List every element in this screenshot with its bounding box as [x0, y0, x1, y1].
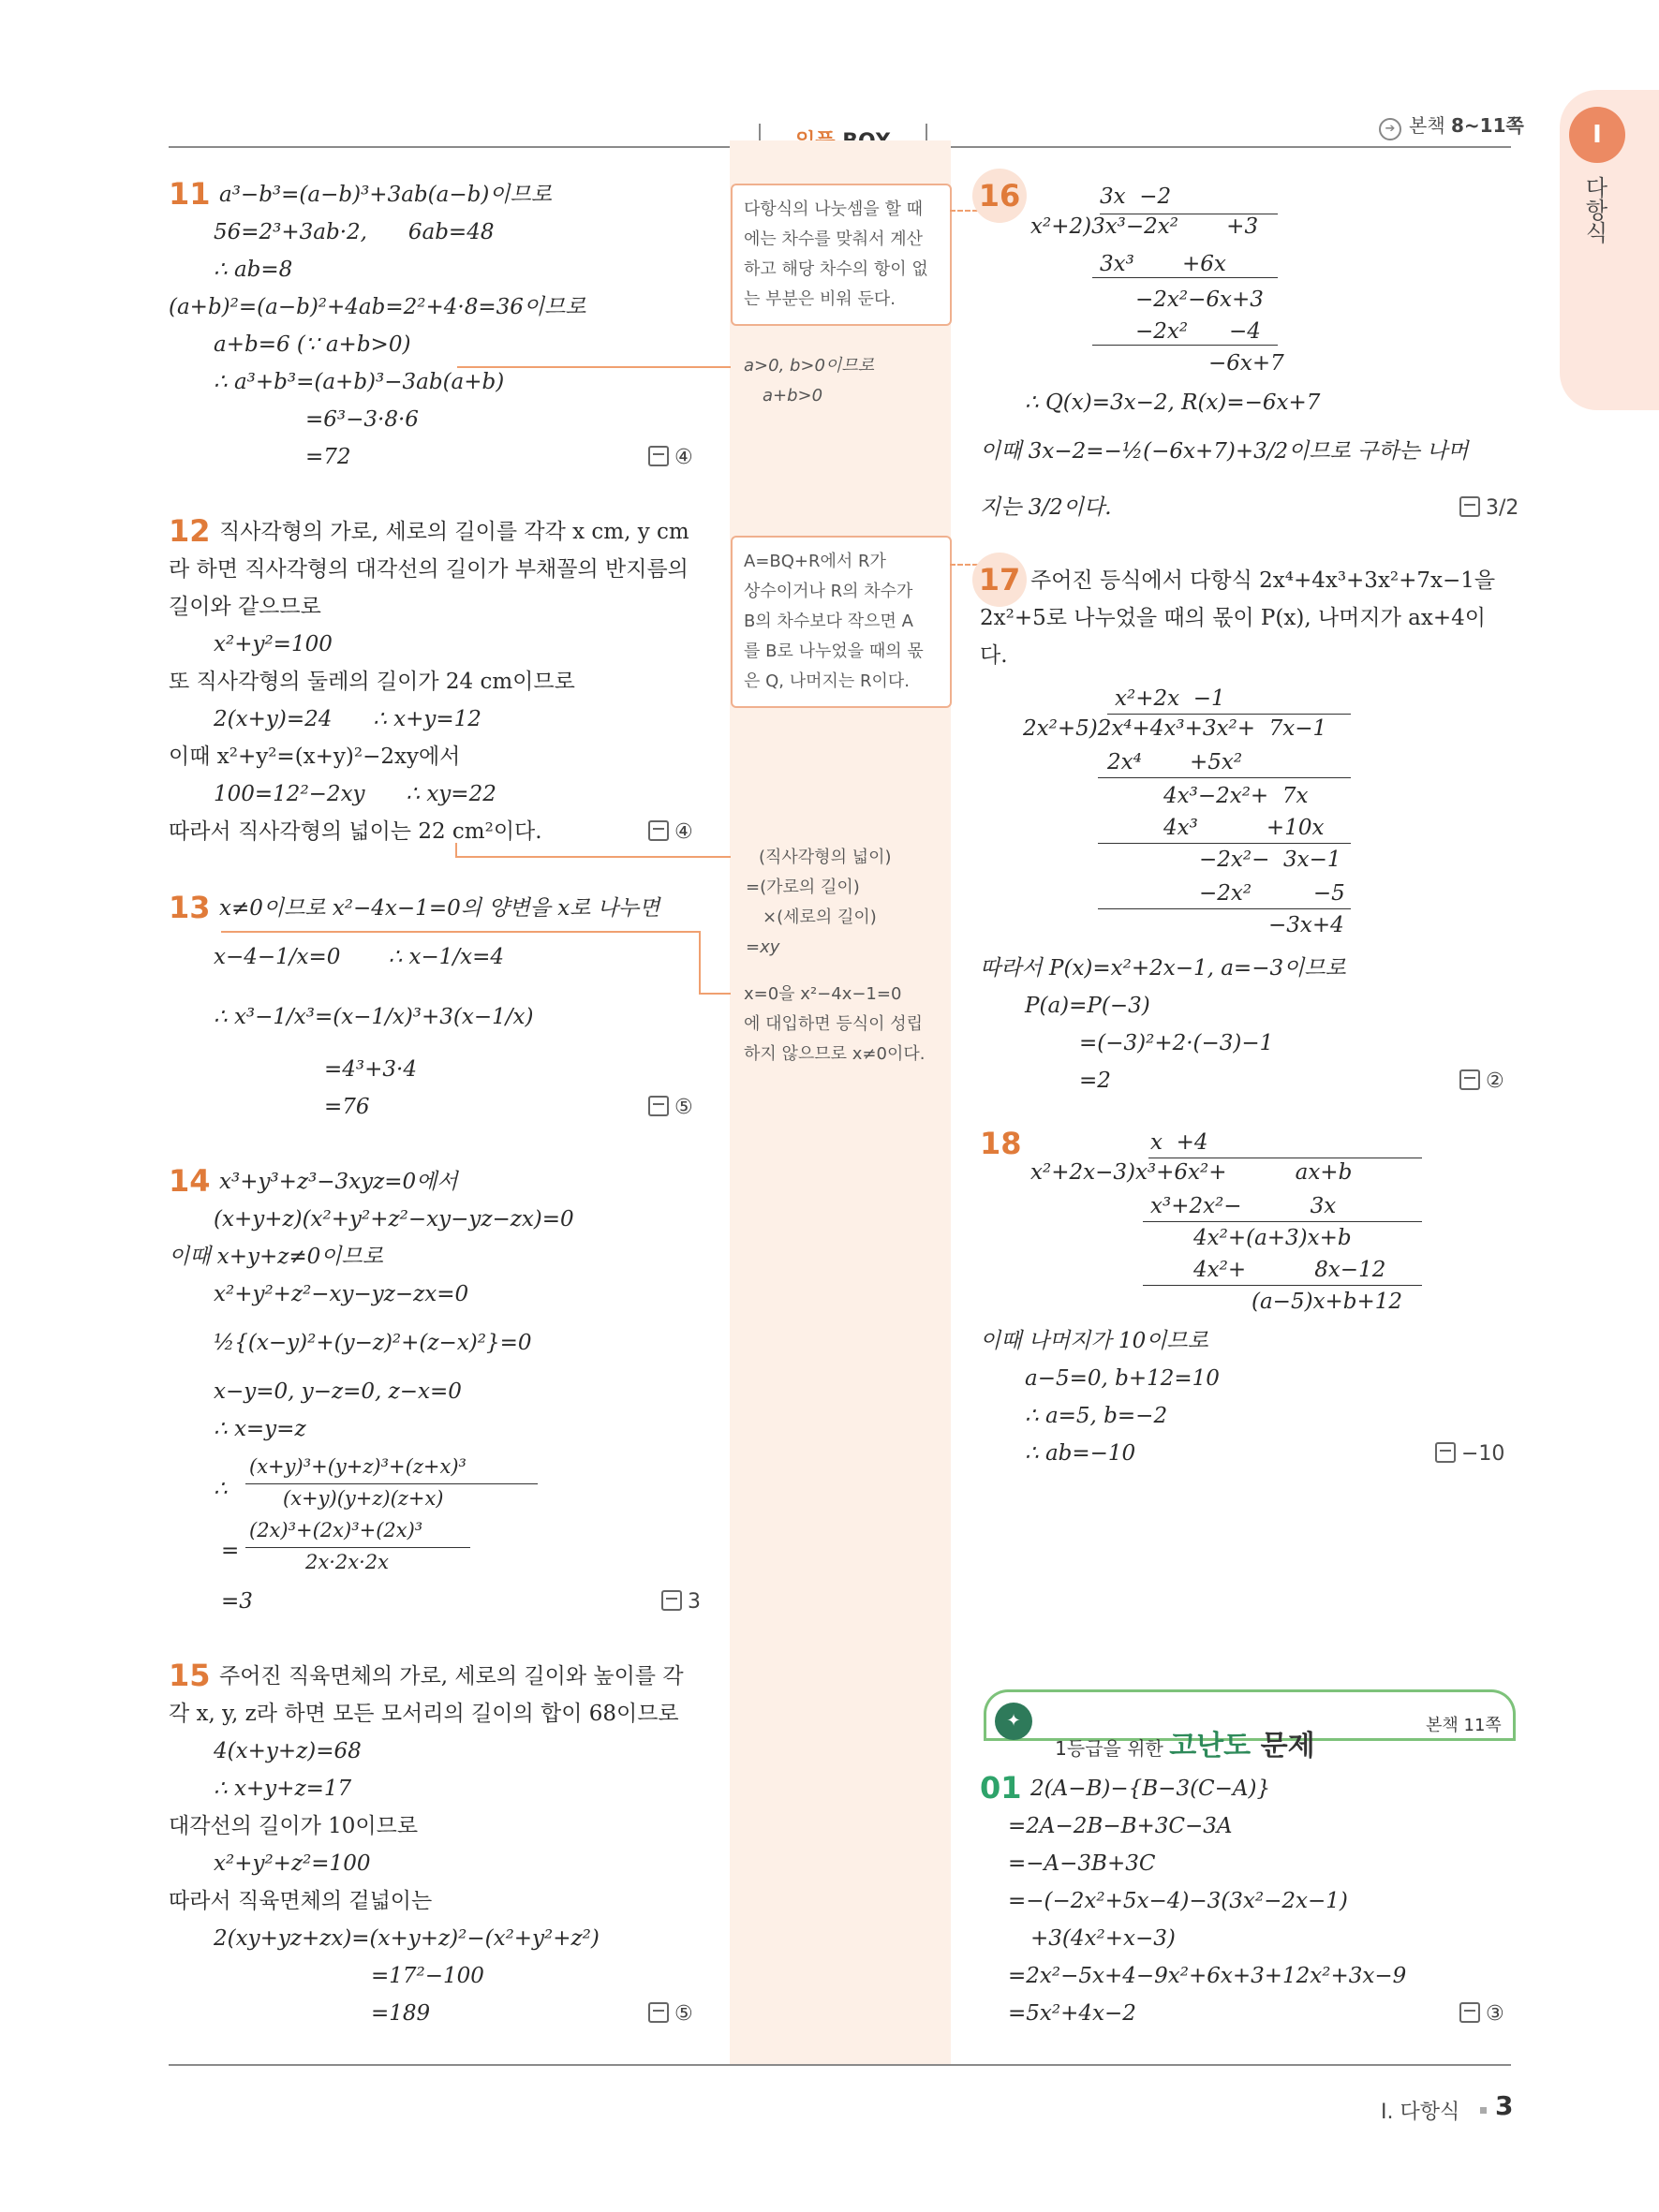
solution-line: x²+y²+z²−xy−yz−zx=0 [214, 1282, 469, 1306]
solution-line: x−y=0, y−z=0, z−x=0 [214, 1379, 462, 1404]
fraction-denominator: (x+y)(y+z)(z+x) [283, 1487, 444, 1510]
solution-line: 주어진 등식에서 다항식 2x⁴+4x³+3x²+7x−1을 [1030, 568, 1496, 593]
solution-line: x³+y³+z³−3xyz=0에서 [219, 1170, 458, 1194]
margin-note-4: (직사각형의 넓이) =(가로의 길이) ×(세로의 길이) =xy [746, 848, 892, 957]
solution-line: x−4−1/x=0 ∴ x−1/x=4 [214, 945, 505, 969]
margin-note-strip [730, 140, 951, 2065]
solution-line: x²+y²=100 [214, 632, 333, 656]
solution-line: 2(A−B)−{B−3(C−A)} [1030, 1777, 1271, 1801]
answer-icon [648, 2002, 669, 2023]
solution-line: ∴ a=5, b=−2 [1025, 1404, 1168, 1428]
answer-mark: ④ [648, 446, 693, 469]
solution-line: 길이와 같으므로 [169, 595, 321, 619]
solution-line: =189 [371, 2001, 431, 2026]
fraction-numerator: (x+y)³+(y+z)³+(z+x)³ [249, 1455, 467, 1478]
fraction-denominator: 2x·2x·2x [305, 1551, 389, 1573]
solution-line: =2 [1079, 1069, 1111, 1093]
answer-mark: ⑤ [648, 1096, 693, 1119]
solution-line: x≠0이므로 x²−4x−1=0의 양변을 x로 나누면 [219, 896, 660, 921]
solution-line: =2A−2B−B+3C−3A [1008, 1814, 1233, 1838]
problem-number: 13 [169, 890, 211, 925]
solution-line: 지는 3/2이다. [980, 495, 1112, 520]
division-line: −2x² −4 [1135, 319, 1261, 344]
solution-line: 직사각형의 가로, 세로의 길이를 각각 x cm, y cm [219, 520, 689, 544]
medal-icon: ✦ [995, 1703, 1032, 1740]
solution-line: 2(xy+yz+zx)=(x+y+z)²−(x²+y²+z²) [214, 1926, 600, 1951]
solution-line: 대각선의 길이가 10이므로 [169, 1814, 419, 1838]
division-line: x²+2x−3)x³+6x²+ ax+b [1030, 1160, 1353, 1185]
fraction-numerator: (2x)³+(2x)³+(2x)³ [249, 1519, 423, 1541]
footer-dot [1480, 2107, 1487, 2114]
margin-note-5: x=0을 x²−4x−1=0 에 대입하면 등식이 성립 하지 않으므로 x≠0이다. [744, 984, 926, 1064]
solution-line: (a+b)²=(a−b)²+4ab=2²+4·8=36이므로 [169, 295, 586, 319]
answer-icon [1435, 1442, 1456, 1463]
solution-line: ∴ ab=8 [214, 258, 293, 282]
leader-line [950, 210, 978, 212]
answer-icon [648, 1096, 669, 1116]
solution-line: ∴ [214, 1477, 228, 1501]
solution-line: 다. [980, 643, 1008, 668]
leader-line [699, 993, 731, 995]
problem-number: 16 [972, 169, 1027, 223]
solution-line: ∴ ab=−10 [1025, 1441, 1136, 1466]
solution-line: =72 [305, 445, 351, 469]
division-line: −3x+4 [1268, 913, 1344, 937]
footer-chapter: I. 다항식 [1381, 2101, 1460, 2124]
solution-line: 따라서 직육면체의 겉넓이는 [169, 1889, 433, 1913]
leader-line [455, 856, 731, 858]
division-line: 4x²+ 8x−12 [1193, 1258, 1386, 1282]
solution-line: = [221, 1539, 240, 1563]
problem-number: 01 [980, 1770, 1022, 1806]
division-line: x +4 [1150, 1130, 1208, 1155]
solution-line: 이때 x+y+z≠0이므로 [169, 1245, 383, 1269]
answer-icon [661, 1590, 682, 1611]
solution-line: (x+y+z)(x²+y²+z²−xy−yz−zx)=0 [214, 1207, 574, 1231]
leader-line [221, 931, 699, 933]
solution-line: 따라서 직사각형의 넓이는 22 cm²이다. [169, 819, 542, 844]
answer-mark: ④ [648, 820, 693, 844]
division-bar [1092, 277, 1278, 278]
problem-number: 11 [169, 176, 211, 212]
division-line: 4x³ +10x [1163, 816, 1325, 840]
problem-number: 18 [980, 1126, 1022, 1161]
footer-page-number: 3 [1495, 2090, 1514, 2121]
solution-line: 각 x, y, z라 하면 모든 모서리의 길이의 합이 68이므로 [169, 1702, 679, 1726]
arrow-circle-icon: ➔ [1379, 118, 1401, 140]
solution-line: ½{(x−y)²+(y−z)²+(z−x)²}=0 [214, 1331, 532, 1355]
solution-line: 이때 3x−2=−½(−6x+7)+3/2이므로 구하는 나머 [980, 439, 1469, 464]
chapter-side-label: 다항식 [1581, 176, 1607, 243]
answer-mark: ③ [1459, 2002, 1504, 2026]
division-line: x²+2x −1 [1115, 686, 1225, 711]
division-line: −2x²−6x+3 [1135, 288, 1264, 312]
solution-line: x²+y²+z²=100 [214, 1851, 371, 1876]
solution-line: ∴ x³−1/x³=(x−1/x)³+3(x−1/x) [214, 1005, 534, 1029]
solution-line: =−(−2x²+5x−4)−3(3x²−2x−1) [1008, 1889, 1348, 1913]
header-page-ref: ➔ 본책 8~11쪽 [1379, 111, 1524, 140]
bottom-rule [169, 2064, 1511, 2066]
answer-mark: ⑤ [648, 2002, 693, 2026]
answer-icon [648, 446, 669, 466]
solution-line: 이때 나머지가 10이므로 [980, 1329, 1208, 1353]
high-level-page-ref: 본책 11쪽 [1426, 1716, 1502, 1735]
solution-line: =2x²−5x+4−9x²+6x+3+12x²+3x−9 [1008, 1964, 1407, 1988]
problem-number: 12 [169, 513, 211, 549]
answer-icon [1459, 1069, 1480, 1090]
problem-number: 17 [972, 553, 1027, 607]
solution-line: 56=2³+3ab·2, 6ab=48 [214, 220, 495, 244]
solution-line: ∴ x=y=z [214, 1417, 306, 1441]
solution-line: 100=12²−2xy ∴ xy=22 [214, 782, 496, 806]
solution-line: a³−b³=(a−b)³+3ab(a−b)이므로 [219, 183, 552, 207]
division-line: −2x² −5 [1199, 881, 1345, 906]
solution-line: =(−3)²+2·(−3)−1 [1079, 1031, 1274, 1055]
solution-line: =5x²+4x−2 [1008, 2001, 1136, 2026]
answer-mark: ② [1459, 1069, 1504, 1093]
solution-line: a+b=6 (∵ a+b>0) [214, 332, 411, 357]
leader-line [950, 564, 978, 566]
solution-line: 4(x+y+z)=68 [214, 1739, 362, 1763]
solution-line: 따라서 P(x)=x²+2x−1, a=−3이므로 [980, 956, 1346, 981]
solution-line: =76 [324, 1095, 370, 1119]
answer-mark: 3 [661, 1590, 701, 1614]
margin-note-3: A=BQ+R에서 R가 상수이거나 R의 차수가 B의 차수보다 작으면 A 를 B로 나누었을 때의 몫 은 Q, 나머지는 R이다. [731, 536, 952, 708]
solution-line: ∴ x+y+z=17 [214, 1777, 352, 1801]
division-line: −2x²− 3x−1 [1199, 848, 1341, 872]
answer-icon [1459, 2002, 1480, 2023]
chapter-roman-badge: I [1569, 107, 1625, 163]
solution-line: 또 직사각형의 둘레의 길이가 24 cm이므로 [169, 670, 575, 694]
division-line: 3x −2 [1100, 184, 1172, 209]
solution-line: ∴ Q(x)=3x−2, R(x)=−6x+7 [1025, 391, 1321, 415]
answer-icon [648, 820, 669, 841]
solution-line: =4³+3·4 [324, 1057, 417, 1082]
problem-number: 15 [169, 1658, 211, 1693]
problem-number: 14 [169, 1163, 211, 1199]
solution-line: ∴ a³+b³=(a+b)³−3ab(a+b) [214, 370, 505, 394]
high-level-title: 1등급을 위한 고난도 문제 [1055, 1730, 1315, 1762]
solution-line: a−5=0, b+12=10 [1025, 1366, 1220, 1391]
solution-line: =−A−3B+3C [1008, 1851, 1156, 1876]
margin-note-1: 다항식의 나눗셈을 할 때 에는 차수를 맞춰서 계산 하고 해당 차수의 항이 없 는 부분은 비워 둔다. [731, 184, 952, 326]
answer-mark: 3/2 [1459, 496, 1518, 520]
margin-note-2: a>0, b>0이므로 a+b>0 [744, 356, 875, 406]
division-line: 2x²+5)2x⁴+4x³+3x²+ 7x−1 [1023, 716, 1327, 741]
solution-line: +3(4x²+x−3) [1030, 1926, 1176, 1951]
division-line: 2x⁴ +5x² [1107, 750, 1243, 774]
solution-line: 2(x+y)=24 ∴ x+y=12 [214, 707, 481, 731]
solution-line: 주어진 직육면체의 가로, 세로의 길이와 높이를 각 [219, 1664, 684, 1688]
solution-line: 이때 x²+y²=(x+y)²−2xy에서 [169, 745, 461, 769]
answer-icon [1459, 496, 1480, 517]
answer-mark: −10 [1435, 1442, 1504, 1466]
division-line: 4x³−2x²+ 7x [1163, 784, 1309, 808]
leader-line [699, 931, 701, 993]
division-line: (a−5)x+b+12 [1252, 1290, 1403, 1314]
solution-line: 2x²+5로 나누었을 때의 몫이 P(x), 나머지가 ax+4이 [980, 606, 1486, 630]
solution-line: =6³−3·8·6 [305, 407, 419, 432]
solution-line: =17²−100 [371, 1964, 484, 1988]
division-line: −6x+7 [1208, 351, 1284, 376]
division-line: x²+2)3x³−2x² +3 [1030, 214, 1259, 239]
solution-line: 라 하면 직사각형의 대각선의 길이가 부채꼴의 반지름의 [169, 557, 689, 582]
division-line: x³+2x²− 3x [1150, 1194, 1337, 1218]
solution-line: P(a)=P(−3) [1025, 994, 1150, 1018]
division-line: 3x³ +6x [1100, 252, 1226, 276]
solution-line: =3 [221, 1589, 253, 1614]
division-line: 4x²+(a+3)x+b [1193, 1226, 1352, 1250]
